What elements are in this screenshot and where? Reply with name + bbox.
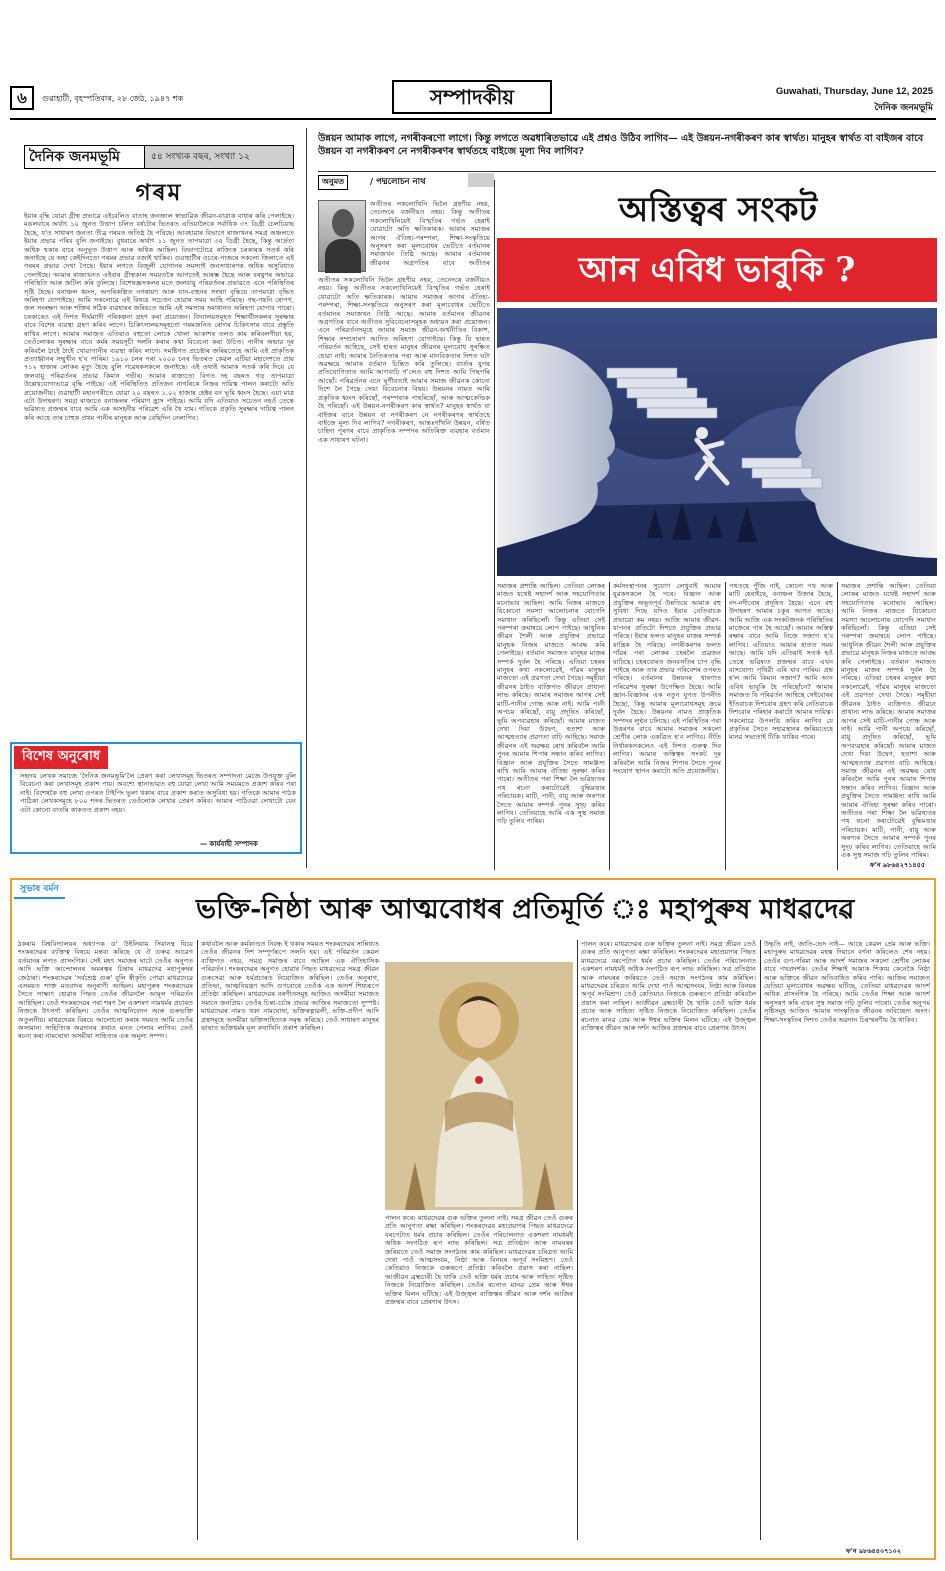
section-title: সম্পাদকীয় <box>392 80 552 114</box>
opinion-col2: সমাজৰ প্ৰশান্তি আছিল। তেতিয়া লোকৰ মাজত যথেষ্ট সহাদৰ্শ আৰু সহযোগিতাৰ মনোভাব আছিল। আমি নিজৰ মাজতে যিকোনো সমস্যা আলোচনাৰ যোগেদি সমাধান কৰিছিলোঁ। কিন্তু এতিয়া সেই পৰম্পৰা ক্ৰমান্বয়ে লোপ পাইছে। আধুনিক জীৱন শৈলী আৰু প্ৰযুক্তিৰ প্ৰভাৱে মানুহক নিজৰ মাজতে আবদ্ধ কৰি পেলাইছে। বৰ্তমান সমাজত মানুহৰ মাজৰ সম্পৰ্ক দুৰ্বল হৈ পৰিছে। এতিয়া চহৰৰ মানুহৰ কথা নকলোৱেই, গাঁৱৰ মানুহৰ মাজতো এই প্ৰৱণতা দেখা গৈছে। সমূহীয়া জীৱনৰ ঠাইত ব্যক্তিগত জীৱনে প্ৰাধান্য লাভ কৰিছে। আমাৰ সমাজৰ আগৰ সেই মাটি-পানীৰ গোন্ধ আৰু নাই। আমি পানী অপচয় কৰিছোঁ, বায়ু প্ৰদূষিত কৰিছোঁ, ভূমি অপব্যৱহাৰ কৰিছোঁ। আমাৰ মাজত দেখা দিয়া উদ্বেগ, হতাশা আৰু আত্মহত্যাৰ প্ৰৱণতা বাঢ়ি আহিছে। সমাজ জীৱনৰ এই অৱক্ষয় ৰোধ কৰিবলৈ আমি পুনৰ আমাৰ শিপাৰ সন্ধান কৰিব লাগিব। বিজ্ঞান আৰু প্ৰযুক্তিৰ সৈতে সামঞ্জস্য ৰাখি আমি আমাৰ ঐতিহ্য সুৰক্ষা কৰিব পাৰো। অতীতৰ পৰা শিক্ষা লৈ ভৱিষ্যতৰ পথ ৰচনা কৰাটোৱেই বুদ্ধিমত্তাৰ পৰিচায়ক। মাটি, পানী, বায়ু আৰু অৰণ্যৰ সৈতে আমাৰ সম্পৰ্ক পুনৰ সুদৃঢ় কৰিব লাগিব। তেতিয়াহে আমি এক সুস্থ সমাজ গঢ়ি তুলিব পাৰিম। <box>497 582 605 826</box>
column-divider-2 <box>494 180 495 870</box>
opinion-col1: অতীতৰ সকলোখিনি ভিলৈ গ্ৰহণীয় নহয়, তেনেদৰে বৰ্জনীয়ও নহয়। কিন্তু অতীতৰ সকলোখিনিয়েই বিস্মৃতিৰ গৰ্ভত হেৰাই যোৱাটো অতি ক্ষতিকাৰক। আমাৰ সমাজৰ আগৰ ঐতিহ্য-পৰম্পৰা, শিক্ষা-সংস্কৃতিয়ে অনুসৰণ কৰা মূল্যবোধৰ ভেটিতে বৰ্তমানৰ সমাজখন তিষ্ঠি আছে। আমাৰ বৰ্তমানৰ জীৱনৰ অগ্ৰগতিৰ বাবে অতীতৰ সুবিবেচনাসমূহক অধ্যয়ন কৰা প্ৰয়োজন। এনে পৰিৱৰ্তনসমূহে আমাৰ সমাজ জীৱন-অৰ্থনীতিৰ বিকাশ, শিক্ষাৰ সম্প্ৰসাৰণ আদিত অৰিহণা যোগাইছে। কিন্তু যি হাৰত পৰিৱৰ্তন আহিছে, সেই হাৰত মানুহৰ জীৱনৰ মূল্যবোধ সুৰক্ষিত হোৱা নাই। আমাৰ নৈতিকতাৰ পৰা আৰু মানবিকতাৰ দিশত ঘটা অৱক্ষয়ে আমাক বৰ্তমান চিন্তিত কৰি তুলিছে। বাৰ্তাৰ যুগৰ প্ৰতিযোগিতাত আমি আগবাঢ়ি গ'লেও বহু দিশত আমি পিছপৰি আছোঁ। পৰিৱৰ্তনৰ এনে ঘূৰ্ণীবতাই আমাৰ সমাজ জীৱনক কোনো দিশে লৈ গৈছে সেয়া বিবেচনাৰ বিষয়। উন্নয়নৰ নামত আমি প্ৰকৃতিক ধ্বংস কৰিছোঁ, পৰম্পৰাক পাহৰিছোঁ, আৰু আত্মকেন্দ্ৰিক হৈ পৰিছোঁ। এই উন্নয়ন-নগৰীকৰণ কাৰ স্বাৰ্থত? মানুহৰ স্বাৰ্থত বা বাইজৰ বাবে উন্নয়ন বা নগৰীকৰণ নে নগৰীকৰণৰ স্বাৰ্থতহে বাইজে মূল্য দিব লাগিব? নগৰীকৰণ, আন্তঃগাঁথনি উন্নয়ন, বৰ্ষিত চাহিদা পূৰণৰ বাবে প্ৰাকৃতিক সম্পদৰ অতিৰিক্ত ব্যৱহাৰ বৰ্তমান এক সাধাৰণ ঘটনা। <box>318 276 490 444</box>
opinion-author: / পদ্মলোচন নাথ <box>370 177 426 187</box>
column-divider-3 <box>609 582 610 870</box>
author-photo <box>318 200 366 272</box>
strip-rule <box>318 171 936 172</box>
opinion-col3b: পথতহে পুঁজি নাই, কোনো পথ আৰু মাটি হেৰাইছে, বনাঞ্চল উজাৰ হৈছে, নদ-নদীবোৰ প্ৰদূষিত হৈছে। এনে বহু উদাহৰণ আমাৰ চকুৰ আগত আছে। আমি আজি এক সংকটজনক পৰিস্থিতিৰ মাজেৰে পাৰ হৈ আছোঁ। আমাৰ অস্তিত্ব ৰক্ষাৰ বাবে আমি নিজে সজাগ হ'ব লাগিব। এতিয়াও আমাৰ হাতত সময় আছে। আমি যদি এতিয়াই সতৰ্ক হওঁ তেন্তে ভৱিষ্যত প্ৰজন্মৰ বাবে এখন বাসযোগ্য পৃথিৱী এৰি যাব পাৰিম। প্ৰশ্ন হ'ল আমি কিমান সজাগ? আমি আন এবিধ ভাবুকি হৈ পৰিছোঁনে? আমাৰ সমাজত যি পৰিৱৰ্তন আহিছে সেইবোৰৰ ইতিবাচক দিশবোৰ গ্ৰহণ কৰি নেতিবাচক দিশবোৰ পৰিহাৰ কৰাটো আমাৰ দায়িত্ব। সকলোৱে উপলব্ধি কৰিব লাগিব যে প্ৰকৃতিৰ সৈতে সহাৱস্থানৰ জৰিয়তেহে মানৱ সভ্যতাই টিকি থাকিব পাৰে। <box>729 582 833 742</box>
headline-top: অস্তিত্বৰ সংকট <box>618 190 818 230</box>
opinion-label: অনুমত <box>318 175 348 190</box>
feature-col1: ঠকৰাম বিশ্ববিদ্যালয়ৰ অধ্যাপক ড' উইলিয়াম সিয়ানন্থ যিয়ে শংকৰদেৱৰ ব্যক্তিত্ব বিষয়ে মন্তব্য কৰিছে যে ঐ গুৰুৱ আৱেগ বৰ্তমানৰ লগত প্ৰাসংগিক। সেই মহৎ সমাজৰ ঘাটে তেওঁৰ অনুগত আদি ভক্তি আন্দোলনৰ অমৰত্বৰ চিন্তাৰ মাধৱদেৱ মহাপুৰুষৰ জেঠাৰা। শংকৰদেৱৰ 'সৰ্বশ্ৰেষ্ঠ গুৰু' বুলি স্বীকৃতি পোৱা মাধৱদেৱে এসময়ত শাক্ত মতবাদৰ অনুৰাগী আছিল। মহাপুৰুষ শংকৰদেৱৰ সৈতে সাক্ষাৎ হোৱাৰ পিছত তেওঁৰ জীৱনলৈ আমূল পৰিৱৰ্তন আহিছিল। তেওঁ শংকৰদেৱৰ পৰা শৰণ লৈ একশৰণ নামধৰ্মৰ প্ৰচাৰত নিজকে উৎসৰ্গা কৰিছিল। তেওঁৰ আত্মনিবেদন আৰু গুৰুভক্তি অতুলনীয়। মাধৱদেৱৰ বিষয়ে আলোচনা কৰাৰ সময়ত আমি তেওঁৰ অসামান্য সাহিত্যিক অৱদানৰ কথাও মনত পেলাব লাগিব। তেওঁ ৰচনা কৰা নামঘোষা অসমীয়া সাহিত্যৰ এক অমূল্য সম্পদ। <box>18 940 193 1041</box>
column-divider-4 <box>725 582 726 870</box>
illustration <box>497 308 937 576</box>
opinion-col4: সমাজৰ প্ৰশান্তি আছিল। তেতিয়া লোকৰ মাজত যথেষ্ট সহাদৰ্শ আৰু সহযোগিতাৰ মনোভাব আছিল। আমি নিজৰ মাজতে যিকোনো সমস্যা আলোচনাৰ যোগেদি সমাধান কৰিছিলোঁ। কিন্তু এতিয়া সেই পৰম্পৰা ক্ৰমান্বয়ে লোপ পাইছে। আধুনিক জীৱন শৈলী আৰু প্ৰযুক্তিৰ প্ৰভাৱে মানুহক নিজৰ মাজতে আবদ্ধ কৰি পেলাইছে। বৰ্তমান সমাজত মানুহৰ মাজৰ সম্পৰ্ক দুৰ্বল হৈ পৰিছে। এতিয়া চহৰৰ মানুহৰ কথা নকলোৱেই, গাঁৱৰ মানুহৰ মাজতো এই প্ৰৱণতা দেখা গৈছে। সমূহীয়া জীৱনৰ ঠাইত ব্যক্তিগত জীৱনে প্ৰাধান্য লাভ কৰিছে। আমাৰ সমাজৰ আগৰ সেই মাটি-পানীৰ গোন্ধ আৰু নাই। আমি পানী অপচয় কৰিছোঁ, বায়ু প্ৰদূষিত কৰিছোঁ, ভূমি অপব্যৱহাৰ কৰিছোঁ। আমাৰ মাজত দেখা দিয়া উদ্বেগ, হতাশা আৰু আত্মহত্যাৰ প্ৰৱণতা বাঢ়ি আহিছে। সমাজ জীৱনৰ এই অৱক্ষয় ৰোধ কৰিবলৈ আমি পুনৰ আমাৰ শিপাৰ সন্ধান কৰিব লাগিব। বিজ্ঞান আৰু প্ৰযুক্তিৰ সৈতে সামঞ্জস্য ৰাখি আমি আমাৰ ঐতিহ্য সুৰক্ষা কৰিব পাৰো। অতীতৰ পৰা শিক্ষা লৈ ভৱিষ্যতৰ পথ ৰচনা কৰাটোৱেই বুদ্ধিমত্তাৰ পৰিচায়ক। মাটি, পানী, বায়ু আৰু অৰণ্যৰ সৈতে আমাৰ সম্পৰ্ক পুনৰ সুদৃঢ় কৰিব লাগিব। তেতিয়াহে আমি এক সুস্থ সমাজ গঢ়ি তুলিব পাৰিম। <box>841 582 936 859</box>
header-date-english: Guwahati, Thursday, June 12, 2025 <box>775 86 933 97</box>
opinion-col1-top: অতীতৰ সকলোখিনি ভিলৈ গ্ৰহণীয় নহয়, তেনেদৰে বৰ্জনীয়ও নহয়। কিন্তু অতীতৰ সকলোখিনিয়েই বিস্মৃতিৰ গৰ্ভত হেৰাই যোৱাটো অতি ক্ষতিকাৰক। আমাৰ সমাজৰ আগৰ ঐতিহ্য-পৰম্পৰা, শিক্ষা-সংস্কৃতিয়ে অনুসৰণ কৰা মূল্যবোধৰ ভেটিতে বৰ্তমানৰ সমাজখন তিষ্ঠি আছে। আমাৰ বৰ্তমানৰ জীৱনৰ অগ্ৰগতিৰ বাবে অতীতৰ <box>370 200 490 266</box>
feature-col2: কথাবলৈ আৰু কৰ্মকাণ্ডত নিবন্ধ ই থকাৰ সময়ত শংকৰদেৱৰ সান্নিধ্যত তেওঁৰ জীৱনৰ দিশ সম্পূৰ্ণৰূপে সলনি হয়। এই পৰিৱৰ্তন কেৱল ব্যক্তিগত নহয়, সমগ্ৰ সমাজৰ বাবে আছিল এক ঐতিহাসিক পৰিৱৰ্তন। শংকৰদেৱৰ অনুগত হোৱাৰ পিছত মাধৱদেৱে সমগ্ৰ জীৱন গুৰুসেৱা আৰু ধৰ্মপ্ৰচাৰত নিয়োজিত কৰিছিল। তেওঁৰ অনুৰাগ, প্ৰতিভা, আত্মনিয়ন্ত্ৰণ আদি গুণবোৰে তেওঁক এক আদৰ্শ শিষ্যৰূপে প্ৰতিষ্ঠা কৰিছিল। মাধৱদেৱৰ বৰগীতসমূহ আজিও অসমীয়া সমাজত সমানে জনপ্ৰিয়। তেওঁৰ চিন্তা-চৰ্চাৰ প্ৰভাৱ আজিৰ সমাজতো সুস্পষ্ট। মাধৱদেৱৰ নামত থকা নামঘোষা, ভক্তিৰত্নাৱলী, ভক্তি-প্ৰদীপ আদি গ্ৰন্থসমূহে অসমীয়া ভক্তিসাহিত্যক সমৃদ্ধ কৰিছে। তেওঁ সাধাৰণ মানুহৰ ভাষাত ভক্তিধৰ্মৰ মূল কথাখিনি প্ৰকাশ কৰিছিল। <box>201 940 379 1033</box>
feature-author: সুভাষ বৰ্মন <box>14 880 65 899</box>
masthead-name: দৈনিক জনমভূমি <box>25 146 145 168</box>
column-divider <box>306 128 307 868</box>
feature-divider-3 <box>760 940 761 1540</box>
feature-col3: পালন কৰে। মাধৱদেৱৰ গুৰু ভক্তিৰ তুলনা নাই। সমগ্ৰ জীৱন তেওঁ গুৰুৰ প্ৰতি আনুগত্য ৰক্ষা কৰিছিল। শংকৰদেৱৰ মহাপ্ৰয়াণৰ পিছত মাধৱদেৱে বৰপেটাত ধৰ্মৰ প্ৰচাৰ কৰিছিল। তেওঁৰ পৰিচালনাত একশৰণ নামধৰ্মই অধিক সংগঠিত ৰূপ লাভ কৰিছিল। সত্ৰ প্ৰতিষ্ঠান আৰু নামঘৰৰ জৰিয়তে তেওঁ সমাজ সংগঠনৰ কাম কৰিছিল। মাধৱদেৱৰ চৰিত্ৰত আমি দেখা পাওঁ আত্মসংযম, নিষ্ঠা আৰু বিনয়ৰ অপূৰ্ব সংমিশ্ৰণ। তেওঁ কেতিয়াও নিজকে গুৰুৰূপে প্ৰতিষ্ঠা কৰিবলৈ প্ৰয়াস কৰা নাছিল। আজীৱন ব্ৰহ্মচাৰী হৈ থাকি তেওঁ ভক্তি ধৰ্মৰ প্ৰচাৰ আৰু সাহিত্য সৃষ্টিত নিজকে নিয়োজিত কৰিছিল। তেওঁৰ ৰচনাত মানৱ প্ৰেম আৰু ঈশ্বৰ ভক্তিৰ মিলন ঘটিছে। এই উজ্জ্বল ব্যক্তিত্বৰ জীৱন আৰু দৰ্শন আজিৰ প্ৰজন্মৰ বাবে প্ৰেৰণাৰ উৎস। <box>385 1214 573 1307</box>
feature-col4: উদ্ধৃতি নাই, জাতি-ভেদ নাই— আছে কেৱল প্ৰেম আৰু ভক্তি। মহাপুৰুষ মাধৱদেৱৰ মহত্ব দিয়ানে বৰ্ণনা কৰিলেও শেষ নহয়। তেওঁৰ গুণ-গৰিমা আৰু আদৰ্শ সমাজৰ সকলো শ্ৰেণীৰ লোকৰ বাবে পথপ্ৰদৰ্শক। তেওঁৰ শিক্ষাই আমাক শিকায় কেনেকৈ নিষ্ঠা আৰু ভক্তিৰে জীৱন অতিবাহিত কৰিব পাৰি। আজিৰ সমাজত যেতিয়া মূল্যবোধৰ অৱক্ষয় ঘটিছে, তেতিয়া মাধৱদেৱৰ আদৰ্শ অধিক প্ৰাসংগিক হৈ পৰিছে। আমি তেওঁৰ শিক্ষা আৰু আদৰ্শ অনুসৰণ কৰি এখন সুস্থ সমাজ গঢ়ি তুলিব পাৰো। তেওঁৰ অনুপম সৃষ্টিসমূহ আজিও আমাৰ সাংস্কৃতিক জীৱনৰ অবিচ্ছেদ্য অংগ। শিক্ষা-সংস্কৃতিৰ দিশত তেওঁৰ অৱদান চিৰস্মৰণীয় হৈ থাকিব। <box>764 940 930 1024</box>
feature-divider-1 <box>197 940 198 1540</box>
header-paper-name: দৈনিক জনমভূমি <box>874 103 933 113</box>
author-tag-box <box>468 173 494 187</box>
madhavdev-portrait <box>385 962 573 1210</box>
page-number: ৬ <box>10 86 34 110</box>
masthead <box>24 145 294 169</box>
masthead-volume: ৫৪ সংখ্যক বছৰ, সংখ্যা ১২ <box>145 146 293 168</box>
editorial-body: ইয়াৰ বৃদ্ধি যোৱা গ্ৰীষ্ম প্ৰভাৱে এইবেলিও বাতাহ জনজাল স্বাভাৱিক জীৱন-যাত্ৰাক বাধাৰ কৰি পেলাইছে। মঙলবাৰে অৰ্থাৎ ১০ জুনত উত্তাপ চলিত বৰ্ষটোৰ ভিতৰত এতিয়ালৈকে সৰ্বাধিক ৩৭ ডিগ্ৰী চেলচিয়াছ হৈছে, য'ত সাধাৰণ জনতা তীব্ৰ গৰমত অতিষ্ঠ হৈ পৰিছে। আবহাৱাৰ বিভাগে ৰাজ্যখনৰ সমগ্ৰ অঞ্চলতে ইয়াৰ প্ৰভাৱ পৰিব বুলি জনাইছে। বুধবাৰে অৰ্থাৎ ১১ জুনত তাপমাত্ৰা ৩৫ ডিগ্ৰী হৈছে, কিন্তু আৰ্দ্ৰতা অধিক থকাৰ বাবে অনুভূত উত্তাপ আৰু অধিক আছিল। বিভাগটোৱে ৰাজ্যিক চৰকাৰক সতৰ্ক কৰি জনাইছে যে অহা কেইদিনতো গৰমৰ প্ৰভাৱ বজাই থাকিব। গুৱাহাটীৰ ওচৰে-পাজৰে সকলো জিলাতে এই গৰমৰ প্ৰভাৱ দেখা গৈছে। ইয়াৰ লগতে বিজুলী যোগানৰ সমস্যাই জনসাধাৰণক অধিক অসুবিধাত পেলাইছে। আমাৰ ৰাজ্যখনত এইবাৰ গ্ৰীষ্মকাল সময়তকৈ আগতেই আৰম্ভ হৈছে আৰু বৰষুণৰ অভাৱে পৰিস্থিতি আৰু জটিল কৰি তুলিছে। বিশেষজ্ঞসকলৰ মতে জলবায়ু পৰিৱৰ্তনৰ প্ৰভাৱতে এনে পৰিস্থিতিৰ সৃষ্টি হৈছে। বনাঞ্চল ধ্বংস, অপৰিকল্পিত নগৰায়ণ আৰু যান-বাহনৰ সংখ্যা বৃদ্ধিয়ে তাপমাত্ৰা বৃদ্ধিত অৰিহণা যোগাইছে। আমি সকলোৱে এই বিষয়ে সচেতন হোৱাৰ সময় আহি পৰিছে। গছ-গছনি ৰোপণ, জল সংৰক্ষণ আৰু শক্তিৰ সঠিক ব্যৱহাৰৰ জৰিয়তে আমি এই সমস্যাৰ সমাধানত অৰিহণা যোগাব পাৰো। চৰকাৰেও এই দিশত দীৰ্ঘম্যাদী পৰিকল্পনা গ্ৰহণ কৰা প্ৰয়োজন। বিদ্যালয়সমূহত শিক্ষাৰ্থীসকলৰ সুৰক্ষাৰ বাবে বিশেষ ব্যৱস্থা গ্ৰহণ কৰিব লাগে। চিকিৎসালয়সমূহতো গৰমজনিত ৰোগৰ চিকিৎসাৰ বাবে প্ৰস্তুতি ৰাখিব লাগে। আমাৰ সমাজত এতিয়াও বহুতো লোকে খোলা আকাশৰ তলত কাম কৰিবলগীয়া হয়, তেওঁলোকৰ সুৰক্ষাৰ বাবে কৰ্মৰ সময়সূচী সলনি কৰাৰ কথা বিবেচনা কৰা উচিত। পানীৰ অভাৱ দূৰ কৰিবলৈ ঠাইে ঠাইে খোৱাপানীৰ ব্যৱস্থা কৰিব লাগে। সমষ্টিগত প্ৰচেষ্টাৰ জৰিয়তেহে আমি এই প্ৰাকৃতিক প্ৰত্যাহ্বানৰ সন্মুখীন হ'ব পাৰিম। ১৯১০ চনৰ পৰা ২০০০ চনৰ ভিতৰত কেৱল এটিয়া মহাদেশতে প্ৰায় ৭১২ হাজাৰ লোকৰ মৃত্যু হৈছে বুলি গৱেষকসকলে জনাইছে। এই তথ্যই আমাক সতৰ্ক কৰি দিয়ে যে জলবায়ু পৰিৱৰ্তনৰ প্ৰভাৱ কিমান গভীৰ। আমাৰ ৰাজ্যতো বিগত দহ বছৰত গড় তাপমাত্ৰা উল্লেখযোগ্যভাৱে বৃদ্ধি পাইছে। এই পৰিস্থিতিত প্ৰতিজন নাগৰিকে নিজৰ দায়িত্ব পালন কৰাটো অতি প্ৰয়োজনীয়। গুৱাহাটী মহানগৰীতে যোৱা ২০ বছৰত ১.০২ হাজাৰ হেক্টৰ বন ভূমি ধ্বংস হৈছে। এয়া মাত্ৰ এটা উদাহৰণ। সমগ্ৰ ৰাজ্যতে বনাঞ্চলৰ পৰিমাণ হ্ৰাস পাইছে। আমি যদি এতিয়াও সচেতন নহওঁ তেন্তে ভৱিষ্যত প্ৰজন্মৰ বাবে আমি এক অসহনীয় পৰিৱেশ এৰি থৈ যাম। গতিকে প্ৰকৃতি সুৰক্ষাৰ দায়িত্ব পালন কৰি আহে তাৰ চাহুক প্ৰথম পানীৰ মানুহক আৰু বেছিদিন নেলাগিব। <box>24 212 294 422</box>
header-date-assamese: গুৱাহাটী, বৃহস্পতিবাৰ, ২৮ জেঠ, ১৯৪৭ শক <box>42 94 184 103</box>
special-request-signature: — কাৰ্যবাহী সম্পাদক <box>200 839 258 848</box>
header-rule <box>10 118 936 120</box>
column-divider-5 <box>837 582 838 870</box>
pull-quote: উন্নয়ন আমাক লাগে, নগৰীকৰণো লাগে। কিন্তু লগতে অৱধাৰিতভাৱে এই প্ৰশ্নও উঠিব লাগিব— এই উন্নয়ন-নগৰীকৰণ কাৰ স্বাৰ্থত। মানুহৰ স্বাৰ্থত বা বাইজৰ বাবে উন্নয়ন বা নগৰীকৰণ নে নগৰীকৰণৰ স্বাৰ্থতহে বাইজে মূল্য দিব লাগিব? <box>318 133 924 157</box>
editorial-title: গৰম <box>135 179 183 206</box>
feature-divider-2 <box>577 940 578 1540</box>
opinion-phone: ফ'ন ৯৮৬৪২৭১৪৫৫ <box>870 861 926 869</box>
headline-sub: আন এবিধ ভাবুকি ? <box>578 250 856 290</box>
feature-col3b: পালন কৰে। মাধৱদেৱৰ গুৰু ভক্তিৰ তুলনা নাই। সমগ্ৰ জীৱন তেওঁ গুৰুৰ প্ৰতি আনুগত্য ৰক্ষা কৰিছিল। শংকৰদেৱৰ মহাপ্ৰয়াণৰ পিছত মাধৱদেৱে বৰপেটাত ধৰ্মৰ প্ৰচাৰ কৰিছিল। তেওঁৰ পৰিচালনাত একশৰণ নামধৰ্মই অধিক সংগঠিত ৰূপ লাভ কৰিছিল। সত্ৰ প্ৰতিষ্ঠান আৰু নামঘৰৰ জৰিয়তে তেওঁ সমাজ সংগঠনৰ কাম কৰিছিল। মাধৱদেৱৰ চৰিত্ৰত আমি দেখা পাওঁ আত্মসংযম, নিষ্ঠা আৰু বিনয়ৰ অপূৰ্ব সংমিশ্ৰণ। তেওঁ কেতিয়াও নিজকে গুৰুৰূপে প্ৰতিষ্ঠা কৰিবলৈ প্ৰয়াস কৰা নাছিল। আজীৱন ব্ৰহ্মচাৰী হৈ থাকি তেওঁ ভক্তি ধৰ্মৰ প্ৰচাৰ আৰু সাহিত্য সৃষ্টিত নিজকে নিয়োজিত কৰিছিল। তেওঁৰ ৰচনাত মানৱ প্ৰেম আৰু ঈশ্বৰ ভক্তিৰ মিলন ঘটিছে। এই উজ্জ্বল ব্যক্তিত্বৰ জীৱন আৰু দৰ্শন আজিৰ প্ৰজন্মৰ বাবে প্ৰেৰণাৰ উৎস। <box>581 940 756 1033</box>
opinion-col3: কৰ্মসংস্থাপনৰ সুযোগ লেখুবাই আমাৰ যুৱকসকলে হৈ পৰে। বিজ্ঞান আৰু প্ৰযুক্তিৰ অভূতপূৰ্ব উন্নতিয়ে আমাক বহু সুবিধা দিছে যদিও ইয়াৰ নেতিবাচক প্ৰভাৱো কম নহয়। আজি আমাৰ জীৱন-যাপনৰ প্ৰতিটো দিশতে প্ৰযুক্তিৰ প্ৰভাৱ পৰিছে। ইয়াৰ ফলত মানুহৰ মাজৰ সম্পৰ্ক যান্ত্ৰিক হৈ পৰিছে। নগৰীকৰণৰ ফলত গাঁৱৰ পৰা লোকৰ চহৰলৈ প্ৰব্ৰজন বাঢ়িছে। চহৰবোৰত জনবসতিৰ চাপ বৃদ্ধি পাইছে আৰু তাৰ প্ৰভাৱ পৰিবেশৰ ওপৰত পৰিছে। বৰ্তমানৰ উন্নয়নৰ ধাৰণাত পৰিৱেশৰ সুৰক্ষা উপেক্ষিত হৈছে। আমি জ্ঞান-বিজ্ঞানৰ এক নতুন যুগত উপনীত হৈছো, কিন্তু আমাৰ মূল্যবোধসমূহ ক্ৰমে দুৰ্বল হৈছে। উন্নয়নৰ নামত প্ৰাকৃতিক সম্পদৰ লুণ্ঠন চলিছে। এই পৰিস্থিতিৰ পৰা উত্তৰণৰ বাবে আমাৰ সমাজৰ সকলো শ্ৰেণীৰ লোক একত্ৰিত হ'ব লাগিব। নীতি নিৰ্ধাৰকসকলেও এই দিশত গুৰুত্ব দিব লাগিব। আমাৰ অস্তিত্বৰ সংকট দূৰ কৰিবলৈ আমি নিজৰ শিপাৰ সৈতে পুনৰ সংযোগ স্থাপন কৰাটো অতি প্ৰয়োজনীয়। <box>613 582 721 775</box>
special-request-body: সহৃদয় লেখক সমাজে 'দৈনিক জনমভূমি'লৈ প্ৰেৰণ কৰা লেখাসমূহ ভিতৰত সম্পাদনা মেজে উপযুক্ত বুলি বিবেচনা কৰা লেখাসমূহ প্ৰকাশ পায়। অবশ্যে স্থানাভাৱত বহু যোৱা লেখা আমি সময়মতে প্ৰকাশ কৰিব পৰা নাই। বিশেষকৈ বহু লেখা ওপৰত টাইপিং ভুলা থকাৰ বাবে প্ৰকাশ কৰাত অসুবিধা হয়। গতিকে আমাৰ পাঠক পাঠিকা লেখকসমূহে ৮০০ শব্দৰ ভিতৰত তেওঁলোক লেখাৰ প্ৰেৰণ কৰিব। আমাৰ পাঠিওৱা লেখাটো যেন এটা কোনো বাতৰি কাকতত প্ৰকাশ নহয়। <box>20 772 296 814</box>
special-request-title: বিশেষ অনুৰোধ <box>14 746 108 769</box>
feature-headline: ভক্তি-নিষ্ঠা আৰু আত্মবোধৰ প্ৰতিমূৰ্তি ঃ মহাপুৰুষ মাধৱদেৱ <box>196 894 855 925</box>
feature-phone: ফ'ন ৯৮৬৪৪০৭১০২ <box>846 1547 902 1555</box>
